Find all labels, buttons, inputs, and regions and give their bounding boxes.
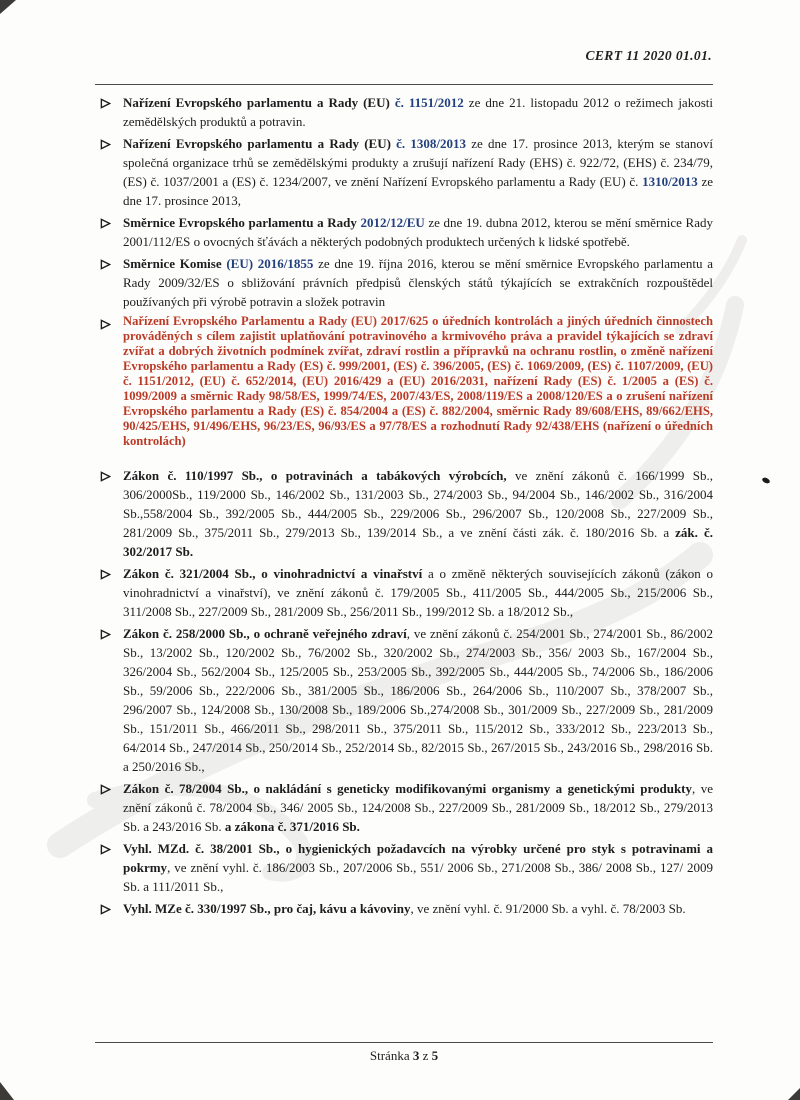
list-item-text [123,779,713,836]
list-item-text [123,213,713,251]
arrow-bullet-icon [100,624,123,776]
arrow-bullet-icon [100,134,123,210]
list-item [100,779,713,836]
list-item-text [123,564,713,621]
text-segment: Nařízení Evropského Parlamentu a Rady (EU) 2017/625 o úředních kontrolách a jiných úředních činnostech prováděných s cílem zajistit uplatňování potravinového a krmivového práva a pravidel týkajících se zdraví zvířat a dobrých životních podmínek zvířat, zdraví rostlin a přípravků na ochranu rostlin, o změně nařízení Evropského parlamentu a Rady (ES) č. 999/2001, (ES) č. 396/2005, (ES) č. 1069/2009, (ES) č. 1107/2009, (EU) č. 1151/2012, (EU) č. 652/2014, (EU) 2016/429 a (EU) 2016/2031, nařízení Rady (ES) č. 1/2005 a (ES) č. 1099/2009 a směrnic Rady 98/58/ES, 1999/74/ES, 2007/43/ES, 2008/119/ES a 2008/120/ES a o zrušení nařízení Evropského parlamentu a Rady (ES) č. 854/2004 a (ES) č. 882/2004, směrnic Rady 89/608/EHS, 89/662/EHS, 90/425/EHS, 91/496/EHS, 96/23/ES, 96/93/ES a 97/78/ES a rozhodnutí Rady 92/438/EHS (nařízení o úředních kontrolách) [123,314,713,448]
list-item [100,254,713,311]
text-segment: Nařízení Evropského parlamentu a Rady (EU) [123,95,395,110]
list-item-text [123,134,713,210]
text-segment: č. 1151/2012 [394,95,464,110]
text-segment: Směrnice Komise [123,256,227,271]
text-segment: zák. č. 302/2017 Sb. [123,525,713,559]
arrow-bullet-icon [100,564,123,621]
text-segment: , ve znění vyhl. č. 186/2003 Sb., 207/2006 Sb., 551/ 2006 Sb., 271/2008 Sb., 386/ 2008 Sb., 127/ 2009 Sb. a 111/2011 Sb., [123,860,713,894]
list-item [100,466,713,561]
text-segment: ze dne 17. prosince 2013, kterým se stanoví společná organizace trhů se zemědělskými produkty a zrušují nařízení Rady (EHS) č. 922/72, (EHS) č. 234/79, (ES) č. 1037/2001 a (ES) č. 1234/2007, ve znění Nařízení Evropského parlamentu a Rady (EU) č. [123,136,713,189]
regulation-list [100,93,713,923]
arrow-bullet-icon [100,466,123,561]
text-segment: ve znění zákonů č. 166/1999 Sb., 306/2000Sb., 119/2000 Sb., 146/2002 Sb., 131/2003 Sb., 274/2003 Sb., 94/2004 Sb., 146/2002 Sb., 316/2004 Sb.,558/2004 Sb., 392/2005 Sb., 444/2005 Sb., 229/2006 Sb., 296/2007 Sb., 120/2008 Sb., 227/2009 Sb., 281/2009 Sb., 375/2011 Sb., 279/2013 Sb., 139/2014 Sb., a ve znění části zák. č. 180/2016 Sb. a [123,468,713,540]
list-item [100,314,713,449]
text-segment: ze dne 17. prosince 2013, [123,174,713,208]
scan-corner-artifact [788,1088,800,1100]
text-segment: , ve znění zákonů č. 254/2001 Sb., 274/2001 Sb., 86/2002 Sb., 13/2002 Sb., 120/2002 Sb., 76/2002 Sb., 320/2002 Sb., 274/2003 Sb., 356/ 2003 Sb., 167/2004 Sb., 326/2004 Sb., 562/2004 Sb., 125/2005 Sb., 253/2005 Sb., 392/2005 Sb., 444/2005 Sb., 74/2006 Sb., 186/2006 Sb., 59/2006 Sb., 222/2006 Sb., 381/2005 Sb., 186/2006 Sb., 264/2006 Sb., 110/2007 Sb., 378/2007 Sb., 296/2007 Sb., 124/2008 Sb., 130/2008 Sb., 189/2006 Sb.,274/2008 Sb., 301/2009 Sb., 227/2009 Sb., 281/2009 Sb., 151/2011 Sb., 466/2011 Sb., 298/2011 Sb., 375/2011 Sb., 115/2012 Sb., 333/2012 Sb., 223/2013 Sb., 64/2014 Sb., 247/2014 Sb., 250/2014 Sb., 252/2014 Sb., 82/2015 Sb., 267/2015 Sb., 243/2016 Sb., 298/2016 Sb. a 250/2016 Sb., [123,626,713,774]
text-segment: ze dne 21. listopadu 2012 o režimech jakosti zemědělských produktů a potravin. [123,95,713,129]
list-item [100,564,713,621]
text-segment: č. 1308/2013 [396,136,467,151]
header-divider [95,84,713,85]
text-segment: a o změně některých souvisejících zákonů (zákon o vinohradnictví a vinařství), ve znění zákonů č. 179/2005 Sb., 411/2005 Sb., 444/2005 Sb., 215/2006 Sb., 311/2008 Sb., 227/2009 Sb., 281/2009 Sb., 256/2011 Sb., 199/2012 Sb. a 18/2012 Sb., [123,566,713,619]
arrow-bullet-icon [100,839,123,896]
text-segment: 2012/12/EU [360,215,425,230]
text-segment: Stránka [369,1048,413,1063]
text-segment: z [419,1048,432,1063]
arrow-bullet-icon [100,314,123,449]
text-segment: Směrnice Evropského parlamentu a Rady [123,215,361,230]
page-number [370,1048,438,1063]
scan-corner-artifact [0,0,16,14]
text-segment: Zákon č. 321/2004 Sb., o vinohradnictví a vinařství [123,566,423,581]
list-item-text [123,314,713,449]
text-segment: Nařízení Evropského parlamentu a Rady (EU) [123,136,397,151]
list-item [100,624,713,776]
arrow-bullet-icon [100,779,123,836]
list-item-text [123,624,713,776]
arrow-bullet-icon [100,213,123,251]
list-item [100,93,713,131]
footer-divider [95,1042,713,1043]
text-segment: , ve znění vyhl. č. 91/2000 Sb. a vyhl. č. 78/2003 Sb. [410,901,686,916]
text-segment: , ve znění zákonů č. 78/2004 Sb., 346/ 2005 Sb., 124/2008 Sb., 227/2009 Sb., 281/2009 Sb., 18/2012 Sb., 279/2013 Sb. a 243/2016 Sb. [123,781,713,834]
arrow-bullet-icon [100,899,123,920]
text-segment: Vyhl. MZe č. 330/1997 Sb., pro čaj, kávu a kávoviny [123,901,411,916]
text-segment: (EU) 2016/1855 [226,256,314,271]
arrow-bullet-icon [100,93,123,131]
list-item [100,839,713,896]
arrow-bullet-icon [100,254,123,311]
text-segment: Zákon č. 258/2000 Sb., o ochraně veřejného zdraví [123,626,407,641]
page-footer [95,1048,713,1064]
list-item-text [123,93,713,131]
text-segment: Vyhl. MZd. č. 38/2001 Sb., o hygienických požadavcích na výrobky určené pro styk s potravinami a pokrmy [123,841,713,875]
text-segment: a zákona č. 371/2016 Sb. [224,819,360,834]
text-segment: Zákon č. 78/2004 Sb., o nakládání s geneticky modifikovanými organismy a genetickými produkty [123,781,693,796]
list-item-text [123,254,713,311]
scan-speck-artifact [761,477,770,485]
text-segment: 1310/2013 [642,174,698,189]
list-item [100,134,713,210]
text-segment: 5 [431,1048,439,1063]
text-segment: 3 [412,1048,420,1063]
scan-corner-artifact [0,1082,14,1100]
list-item [100,213,713,251]
list-item-text [123,839,713,896]
list-item [100,899,713,920]
text-segment: Zákon č. 110/1997 Sb., o potravinách a tabákových výrobcích, [123,468,507,483]
text-segment: ze dne 19. dubna 2012, kterou se mění směrnice Rady 2001/112/ES o ovocných šťávách a některých podobných produktech určených k lidské spotřebě. [123,215,714,249]
text-segment: ze dne 19. října 2016, kterou se mění směrnice Evropského parlamentu a Rady 2009/32/ES o sbližování právních předpisů členských států týkajících se extrakčních rozpouštědel používaných při výrobě potravin a složek potravin [123,256,713,309]
list-item-text [123,466,713,561]
list-item-text [123,899,713,920]
doc-code: CERT 11 2020 01.01. [585,48,712,63]
